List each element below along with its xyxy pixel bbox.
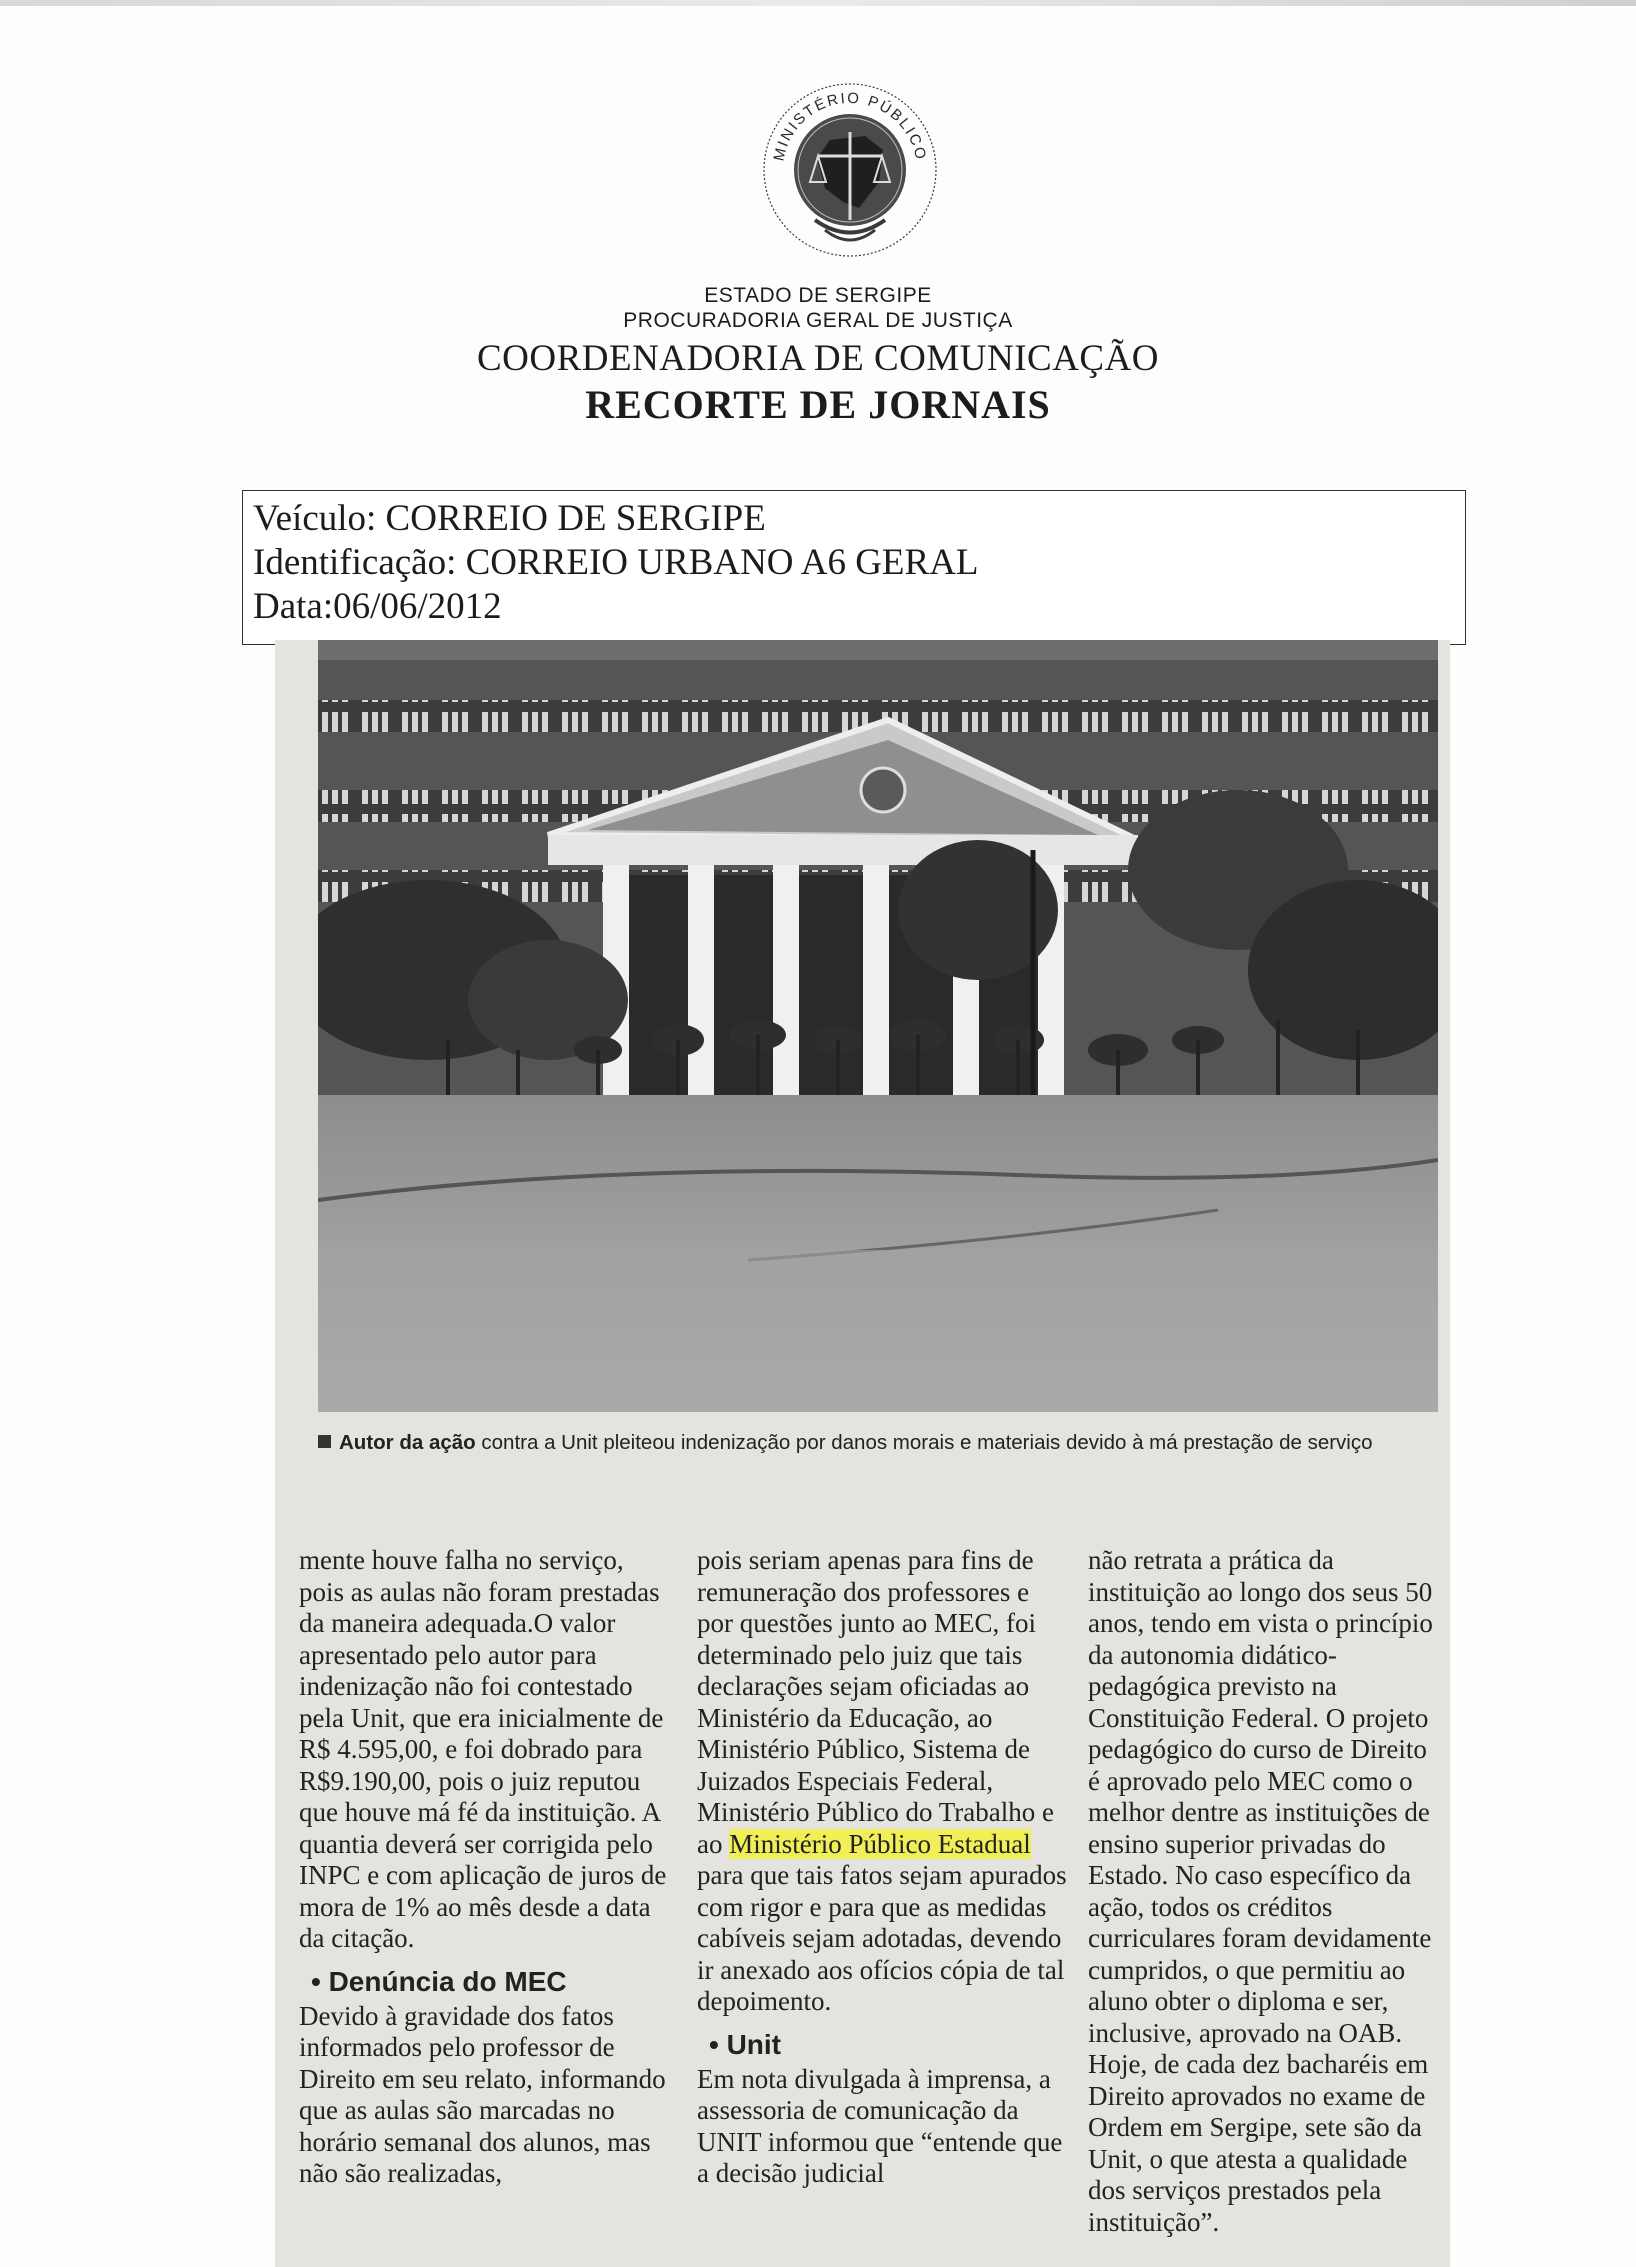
- article-column-1: [299, 1545, 671, 2190]
- caption-lead: Autor da ação: [339, 1431, 476, 1454]
- column-1-paragraph-2: Devido à gravidade dos fatos informados pelo professor de Direito em seu relato, informando que as aulas são marcadas no horário semanal dos alunos, mas não são realizadas,: [299, 2000, 666, 2188]
- scan-top-edge: [0, 0, 1636, 6]
- ministerio-publico-seal-icon: [755, 70, 945, 270]
- photo-caption: [318, 1428, 1438, 1464]
- department-name: COORDENADORIA DE COMUNICAÇÃO: [476, 338, 1160, 379]
- document-header: [0, 283, 1636, 429]
- article-column-3: [1088, 1545, 1433, 2238]
- subhead-denuncia-mec: • Denúncia do MEC: [311, 1965, 567, 1997]
- identification-line: Identificação: CORREIO URBANO A6 GERAL: [253, 542, 979, 583]
- caption-bullet-icon: [318, 1435, 331, 1448]
- building-photo: [318, 640, 1438, 1412]
- column-1-paragraph-1: mente houve falha no serviço, pois as aulas não foram prestadas da maneira adequada.O valor apresentado pelo autor para indenização não foi contestado pela Unit, que era inicialmente de R$ 4.595,00, e foi dobrado para R$9.190,00, pois o juiz reputou que houve má fé da instituição. A quantia deverá ser corrigida pelo INPC e com aplicação de juros de mora de 1% ao mês desde a data da citação.: [299, 1545, 667, 1953]
- column-2-paragraph-2: Em nota divulgada à imprensa, a assessoria de comunicação da UNIT informou que “entende que a decisão judicial: [697, 2063, 1063, 2188]
- office-name: PROCURADORIA GERAL DE JUSTIÇA: [623, 309, 1013, 332]
- date-line: Data:06/06/2012: [253, 586, 502, 627]
- column-3-paragraph-1: não retrata a prática da instituição ao longo dos seus 50 anos, tendo em vista o princípio da autonomia didático-pedagógica previsto na Constituição Federal. O projeto pedagógico do curso de Direito é aprovado pelo MEC como o melhor dentre as instituições de ensino superior privadas do Estado. No caso específico da ação, todos os créditos curriculares foram devidamente cumpridos, o que permitiu ao aluno obter o diploma e ser, inclusive, aprovado na OAB. Hoje, de cada dez bacharéis em Direito aprovados no exame de Ordem em Sergipe, sete são da Unit, o que atesta a qualidade dos serviços prestados pela instituição”.: [1088, 1545, 1433, 2237]
- clipping-info-box: [242, 490, 1466, 645]
- state-name: ESTADO DE SERGIPE: [704, 284, 932, 307]
- subhead-unit: • Unit: [709, 2028, 782, 2060]
- document-title: RECORTE DE JORNAIS: [585, 382, 1051, 427]
- highlighted-text: Ministério Público Estadual: [729, 1828, 1031, 1859]
- column-2-text-a: pois seriam apenas para fins de remuneração dos professores e por questões junto ao MEC, foi determinado pelo juiz que tais declarações sejam oficiadas ao Ministério da Educação, ao Ministério Público, Sistema de Juizados Especiais Federal, Ministério Público do Trabalho e ao: [697, 1545, 1054, 1859]
- svg-text:MINISTÉRIO PÚBLICO: MINISTÉRIO PÚBLICO: [770, 89, 930, 163]
- article-column-2: [697, 1545, 1067, 2190]
- caption-text: contra a Unit pleiteou indenização por danos morais e materiais devido à má prestação de serviço: [475, 1431, 1373, 1454]
- vehicle-line: Veículo: CORREIO DE SERGIPE: [253, 498, 766, 539]
- column-2-paragraph-1: [697, 1545, 1067, 2018]
- column-2-text-b: para que tais fatos sejam apurados com rigor e para que as medidas cabíveis sejam adotadas, devendo ir anexado aos ofícios cópia de tal depoimento.: [697, 1860, 1067, 2016]
